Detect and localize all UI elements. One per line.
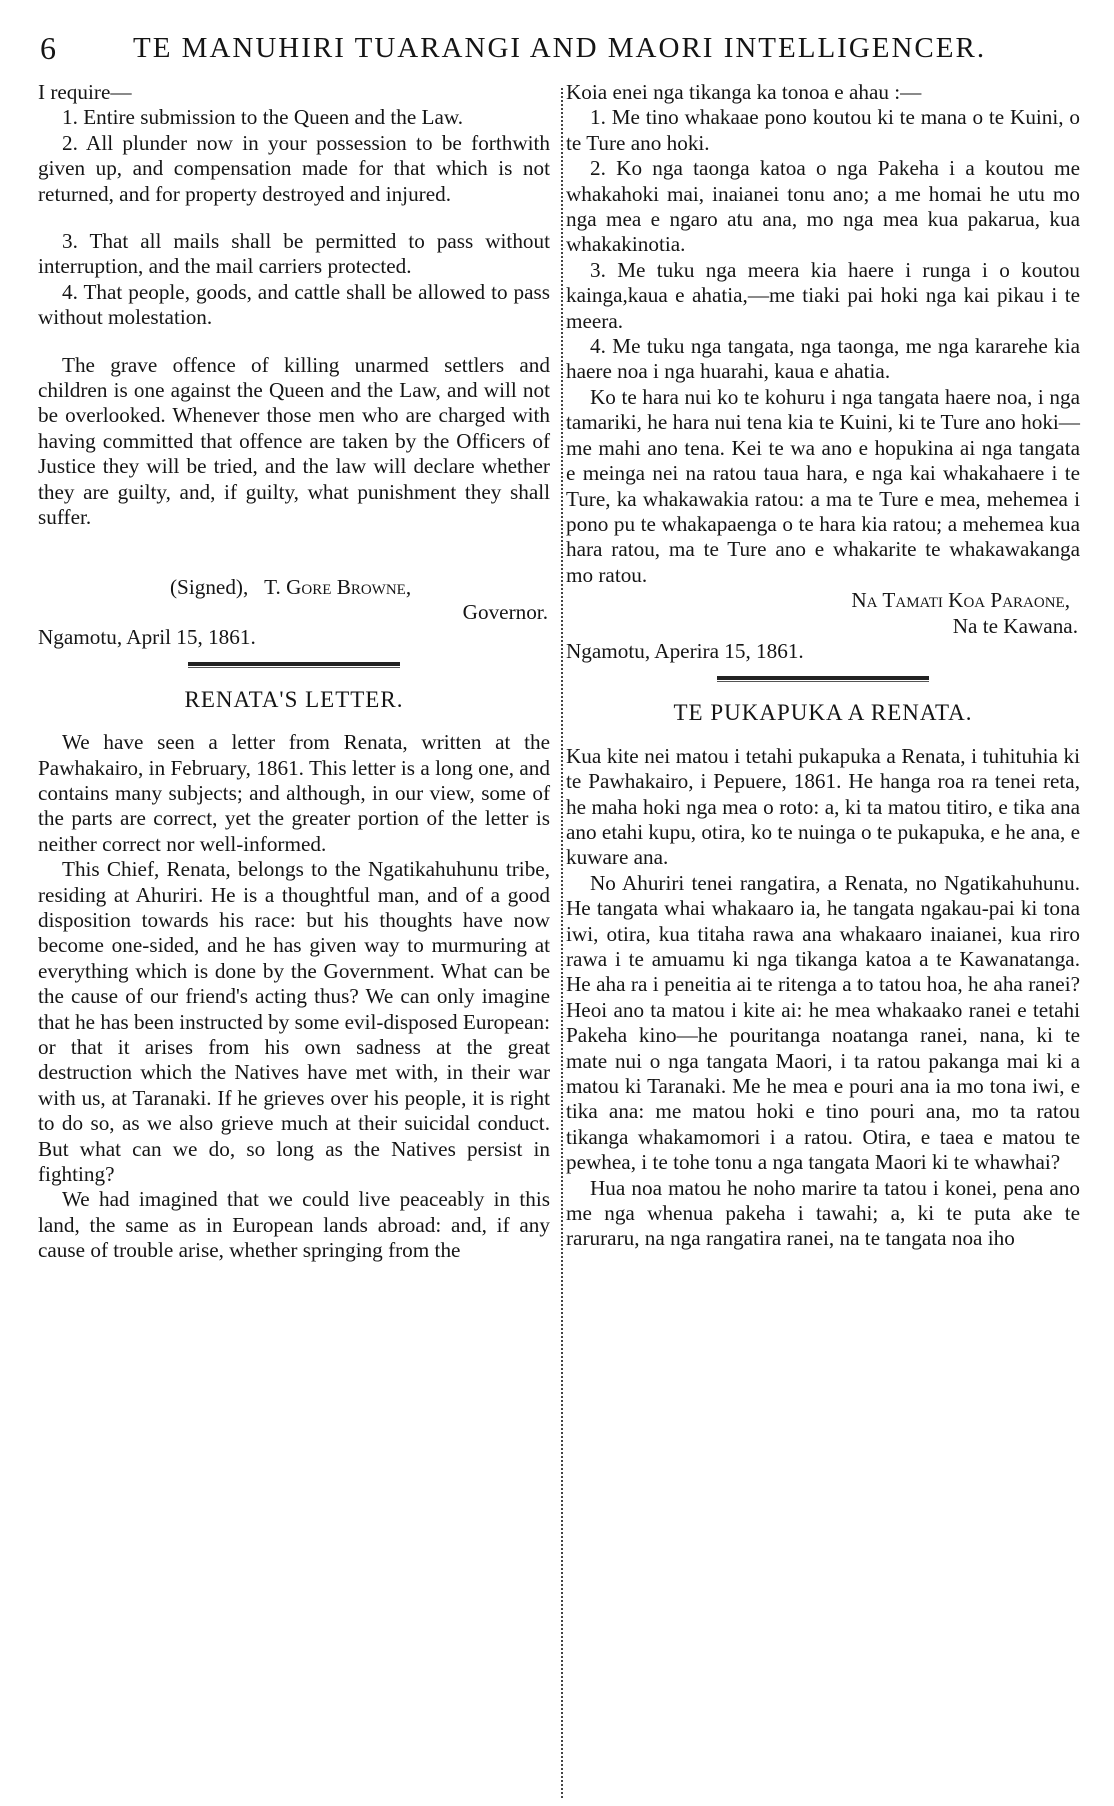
english-letter-paragraph-2: This Chief, Renata, belongs to the Ngatikahuhunu tribe, residing at Ahuriri. He is a thoughtful man, and of a good disposition towards his race: but his thoughts have now become one-sided, and he has given way to murmuring at everything which is done by the Government. What can be the cause of our friend's acting thus? We can only imagine that he has been instructed by some evil-disposed European: or that it arises from his own sadness at the great destruction which the Natives have met with, in their war with us, at Taranaki. If he grieves over his people, it is right to do so, as we also grieve much at their suicidal conduct. But what can we do, so long as the Natives persist in fighting? — [38, 857, 550, 1187]
english-demand-3: 3. That all mails shall be permitted to pass without interruption, and the mail carriers protected. — [38, 229, 550, 279]
maori-demand-1: 1. Me tino whakaae pono koutou ki te mana o te Kuini, o te Ture ano hoki. — [566, 105, 1080, 155]
maori-intro: Koia enei nga tikanga ka tonoa e ahau :— — [566, 80, 922, 104]
english-offence-paragraph: The grave offence of killing unarmed settlers and children is one against the Queen and the Law, and will not be overlooked. Whenever those men who are charged with having committed that offence are taken by the Officers of Justice they will be tried, and the law will declare whether they are guilty, and, if guilty, what punishment they shall suffer. — [38, 352, 550, 530]
english-dateline: Ngamotu, April 15, 1861. — [38, 625, 256, 650]
english-demand-2: 2. All plunder now in your possession to be forthwith given up, and compensation made for that which is not returned, and for property destroyed and injured. — [38, 130, 550, 206]
english-demand-1: 1. Entire submission to the Queen and the Law. — [62, 105, 464, 130]
maori-section-divider — [566, 664, 1080, 694]
signer-title: Governor. — [462, 599, 548, 624]
maori-demand-3: 3. Me tuku nga meera kia haere i runga i o koutou kainga,kaua e ahatia,—me tiaki pai hoki nga kai pikau i te meera. — [566, 257, 1080, 333]
english-letter-paragraph-3: We had imagined that we could live peaceably in this land, the same as in European lands abroad: and, if any cause of trouble arise, whether springing from the — [38, 1187, 550, 1263]
maori-demand-2: 2. Ko nga taonga katoa o nga Pakeha i a koutou me whakahoki mai, inaianei tonu ano; a me homai he utu mo nga mea e ngaro atu ana, mo nga mea kua pakarua, kua whakakinotia. — [566, 156, 1080, 257]
maori-letter-paragraph-3: Hua noa matou he noho marire ta tatou i konei, pena ano me nga whenua pakeha i tawahi; a, ki te puta ake te raruraru, na nga rangatira ranei, na te tangata noa iho — [566, 1175, 1080, 1251]
maori-letter-paragraph-2: No Ahuriri tenei rangatira, a Renata, no Ngatikahuhunu. He tangata whai whakaaro ia, he tangata ngakau-pai ki tona iwi, otira, kua titaha rawa ana whakaaro inaianei, kua riro rawa i te amuamu ki nga tikanga katoa a te Kawanatanga. He aha ra i peneitia ai te ritenga a to tatou hoa, he aha ranei? Heoi ano ta matou i kite ai: he mea whakaako ranei e tetahi Pakeha kino—he pouritanga noatanga ranei, nana, ki te mate nui o nga tangata Maori, i ta ratou pakanga mai ki a matou ki Taranaki. Me he mea e pouri ana ia mo tona iwi, e tika ana: me matou hoki e tino pouri ana, mo ta ratou tikanga whakamomori i a ratou. Otira, e taea e matou te pewhea, i te tohe tonu a nga tangata Maori ki te whawhai? — [566, 870, 1080, 1175]
english-demand-4: 4. That people, goods, and cattle shall be allowed to pass without molestation. — [38, 279, 550, 330]
english-letter-heading: RENATA'S LETTER. — [184, 686, 404, 712]
maori-signer-name: Na Tamati Koa Paraone, — [851, 588, 1070, 613]
english-intro: I require— — [38, 80, 132, 104]
maori-offence-paragraph: Ko te hara nui ko te kohuru i nga tangata haere noa, i nga tamariki, he hara nui tena kia te Kuini, ki te Ture ano hoki—me mahi ano tena. Kei te wa ano e hopukina ai nga tangata e meinga nei na ratou taua hara, e nga kai whakahaere i te Ture, ka whakawakia ratou: a ma te Ture e mea, mehemea i pono pu te whakapaenga o te hara kia ratou; a mehemea kua hara ratou, ma te Ture ano e whakarite te whakawakanga mo ratou. — [566, 384, 1080, 587]
maori-demand-4: 4. Me tuku nga tangata, nga taonga, me nga kararehe kia haere noa i nga huarahi, kaua e ahatia. — [566, 334, 1080, 384]
maori-column — [566, 80, 1080, 1252]
maori-signer-title: Na te Kawana. — [952, 613, 1078, 638]
signer-name: T. Gore Browne, — [264, 574, 412, 599]
english-column — [38, 80, 550, 1264]
maori-letter-paragraph-1: Kua kite nei matou i tetahi pukapuka a Renata, i tuhituhia ki te Pawhakairo, i Pepuere, 1861. He hanga roa ra tenei reta, he maha hoki nga mea o roto: a, ki ta matou titiro, e tika ana ano etahi kupu, otira, ko te nuinga o te pukapuka, e he ana, e kuware ana. — [566, 743, 1080, 870]
signed-prefix: (Signed), — [170, 574, 249, 599]
maori-letter-heading: TE PUKAPUKA A RENATA. — [673, 700, 973, 726]
maori-dateline: Ngamotu, Aperira 15, 1861. — [566, 638, 804, 663]
column-divider-rule — [561, 88, 563, 1798]
section-divider — [38, 651, 550, 681]
english-signature-line — [38, 575, 550, 600]
english-letter-paragraph-1: We have seen a letter from Renata, written at the Pawhakairo, in February, 1861. This letter is a long one, and contains many subjects; and although, in our view, some of the parts are correct, yet the greater portion of the letter is neither correct nor well-informed. — [38, 730, 550, 856]
masthead-title: TE MANUHIRI TUARANGI AND MAORI INTELLIGENCER. — [133, 32, 987, 64]
page-number: 6 — [40, 30, 56, 66]
page-header — [40, 22, 1080, 72]
